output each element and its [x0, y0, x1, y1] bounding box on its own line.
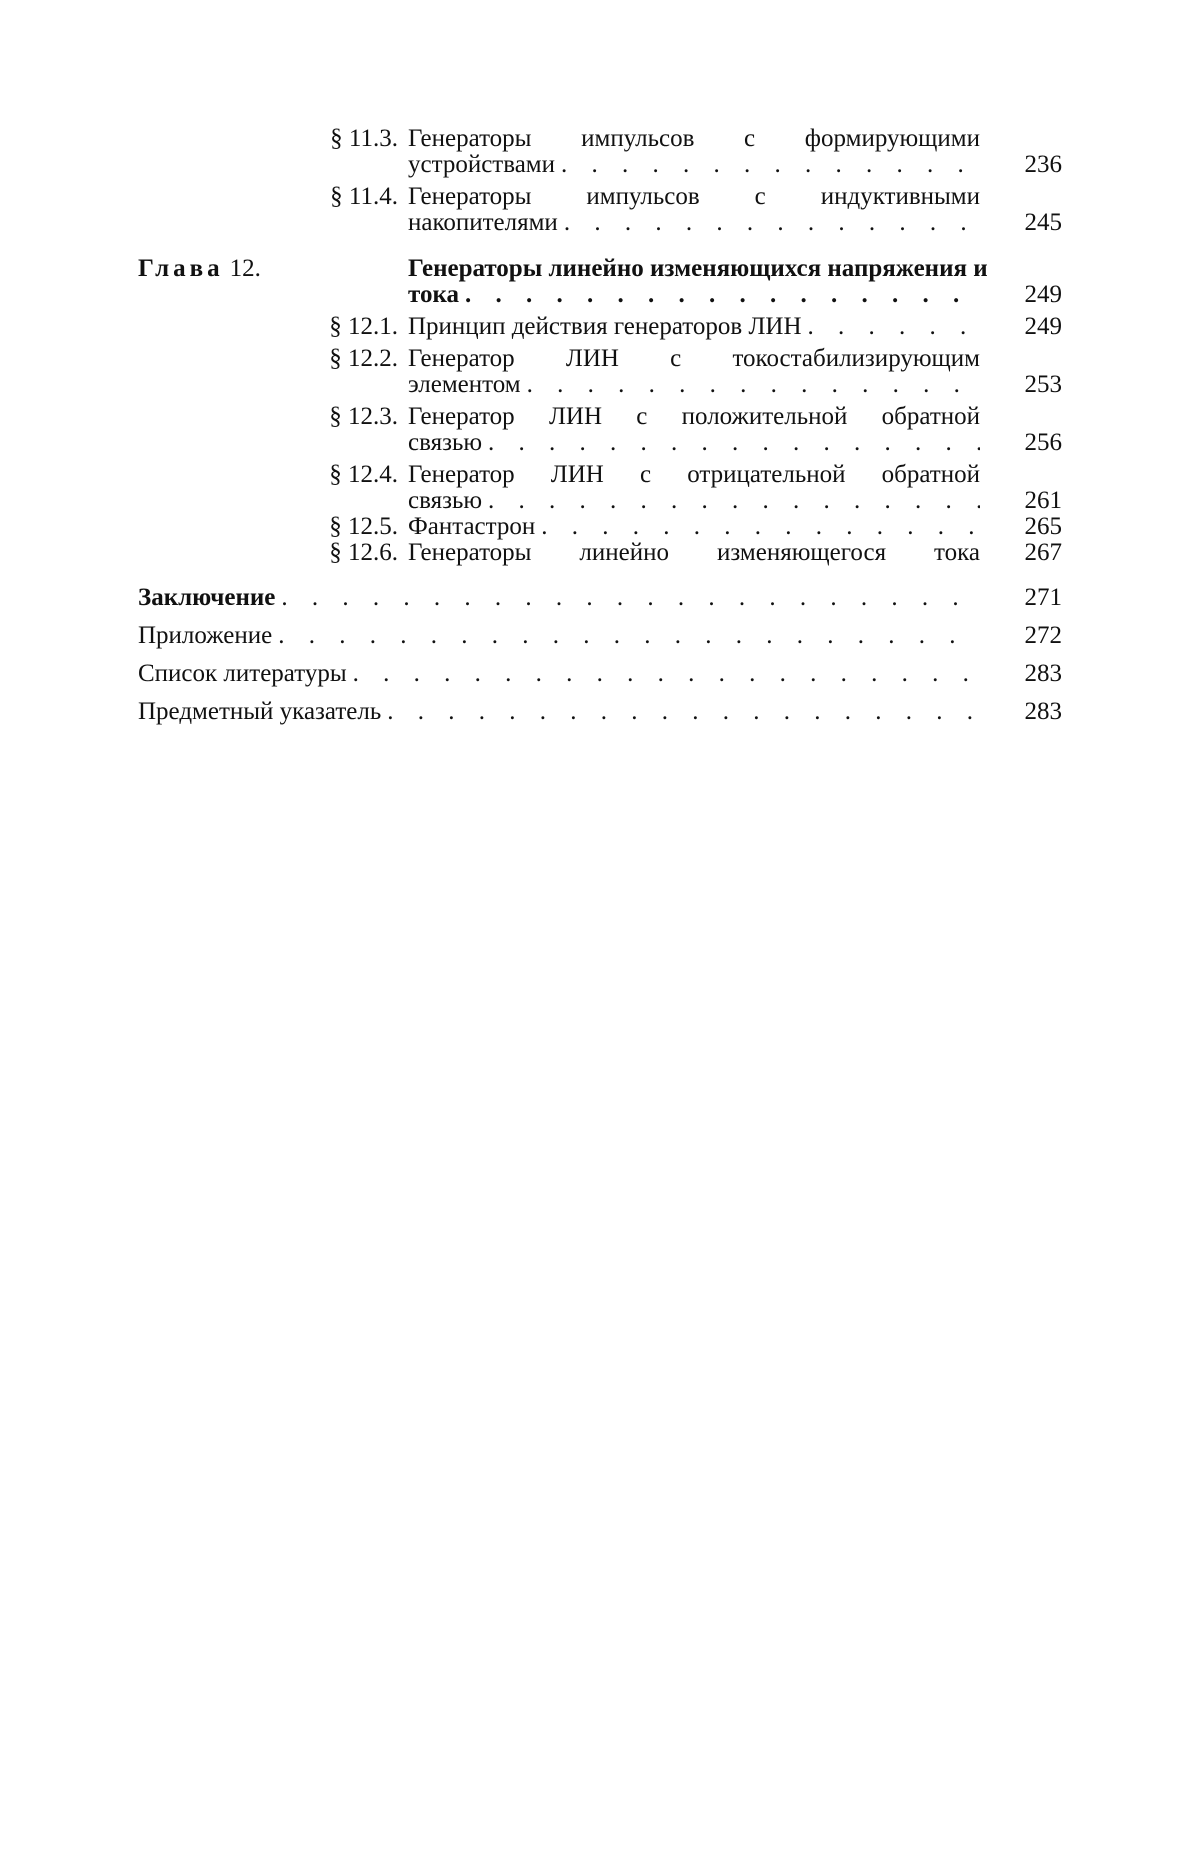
title-line-1: Генераторы импульсов с формирующими: [408, 125, 980, 152]
title-line-2: устройствами: [408, 152, 555, 178]
toc-chapter-12: [138, 256, 1078, 308]
section-title: [408, 404, 980, 456]
title-line-2-wrap: [408, 152, 980, 178]
section-number: § 12.5.: [329, 513, 398, 540]
page-number: 245: [1024, 209, 1062, 236]
toc-entry-11-3: [138, 126, 1078, 178]
dot-leader: [381, 698, 980, 726]
chapter-label: [138, 256, 408, 282]
dot-leader: [272, 622, 980, 650]
entry-title-wrap: [138, 660, 980, 688]
title-line-1: Генераторы линейно изменяющихся напряжения и: [408, 255, 988, 282]
section-title: [408, 540, 980, 566]
entry-title: Предметный указатель: [138, 698, 382, 725]
page-number: 261: [1024, 487, 1062, 514]
dot-leader: [535, 514, 980, 540]
chapter-title: [408, 255, 988, 308]
entry-title-wrap: [138, 622, 980, 650]
page-number: 267: [1024, 539, 1062, 566]
title-line-2-wrap: [408, 282, 980, 308]
page-number: 272: [1024, 622, 1062, 649]
page-number: 249: [1024, 281, 1062, 308]
title-line-2: тока: [408, 282, 459, 308]
title-line-2-wrap: [408, 210, 980, 236]
page-number: 283: [1024, 660, 1062, 687]
section-title: [408, 462, 980, 514]
entry-title-wrap: [138, 698, 980, 726]
title-line-1: Генератор ЛИН с положительной обратной: [408, 403, 980, 430]
title-line-2: накопителями: [408, 210, 558, 236]
chapter-number: 12.: [229, 255, 261, 282]
toc-entry-references: [138, 660, 1078, 688]
title-line-2-wrap: [408, 372, 980, 398]
toc-entry-12-1: [138, 314, 1078, 340]
dot-leader: [555, 152, 980, 178]
page-number: 265: [1024, 513, 1062, 540]
toc-entry-12-2: [138, 346, 1078, 398]
section-title: [408, 126, 980, 178]
toc-entry-12-3: [138, 404, 1078, 456]
section-number: § 12.3.: [329, 403, 398, 430]
title-line-wrap: [408, 514, 980, 540]
title-line-2: связью: [408, 488, 483, 514]
section-number: § 12.2.: [329, 345, 398, 372]
title-line-2: связью: [408, 430, 483, 456]
section-number: § 11.3.: [330, 125, 398, 152]
entry-title: Приложение: [138, 622, 273, 649]
table-of-contents: [138, 126, 1078, 736]
title-line: Принцип действия генераторов ЛИН: [408, 314, 802, 340]
title-line-2-wrap: [408, 430, 980, 456]
page-number: 253: [1024, 371, 1062, 398]
title-line-2-wrap: [408, 488, 980, 514]
chapter-word: Глава: [138, 255, 224, 282]
dot-leader: [347, 660, 980, 688]
toc-entry-appendix: [138, 622, 1078, 650]
title-line: Генераторы линейно изменяющегося тока: [408, 539, 980, 566]
section-number: § 12.4.: [329, 461, 398, 488]
dot-leader: [558, 210, 980, 236]
title-line-1: Генераторы импульсов с индуктивными: [408, 183, 980, 210]
toc-entry-index: [138, 698, 1078, 726]
title-line-wrap: [408, 314, 980, 340]
toc-entry-11-4: [138, 184, 1078, 236]
page-number: 283: [1024, 698, 1062, 725]
page-number: 256: [1024, 429, 1062, 456]
section-title: [408, 346, 980, 398]
section-number: § 12.6.: [329, 539, 398, 566]
section-title: [408, 184, 980, 236]
dot-leader: [521, 372, 980, 398]
entry-title-wrap: [138, 584, 980, 612]
title-line-2: элементом: [408, 372, 521, 398]
title-line: Фантастрон: [408, 514, 536, 540]
entry-title: Список литературы: [138, 660, 347, 687]
title-line-1: Генератор ЛИН с отрицательной обратной: [408, 461, 980, 488]
entry-title: Заключение: [138, 584, 276, 611]
section-number: § 11.4.: [330, 183, 398, 210]
dot-leader: [802, 314, 980, 340]
page-number: 249: [1024, 313, 1062, 340]
toc-entry-12-6: [138, 540, 1078, 566]
section-title: [408, 514, 980, 540]
page-number: 271: [1024, 584, 1062, 611]
dot-leader: [275, 584, 980, 612]
toc-entry-conclusion: [138, 584, 1078, 612]
dot-leader: [482, 488, 980, 514]
dot-leader: [482, 430, 980, 456]
toc-entry-12-5: [138, 514, 1078, 540]
dot-leader: [459, 282, 980, 308]
section-title: [408, 314, 980, 340]
section-number: § 12.1.: [329, 313, 398, 340]
title-line-1: Генератор ЛИН с токостабилизирующим: [408, 345, 980, 372]
page-number: 236: [1024, 151, 1062, 178]
toc-entry-12-4: [138, 462, 1078, 514]
